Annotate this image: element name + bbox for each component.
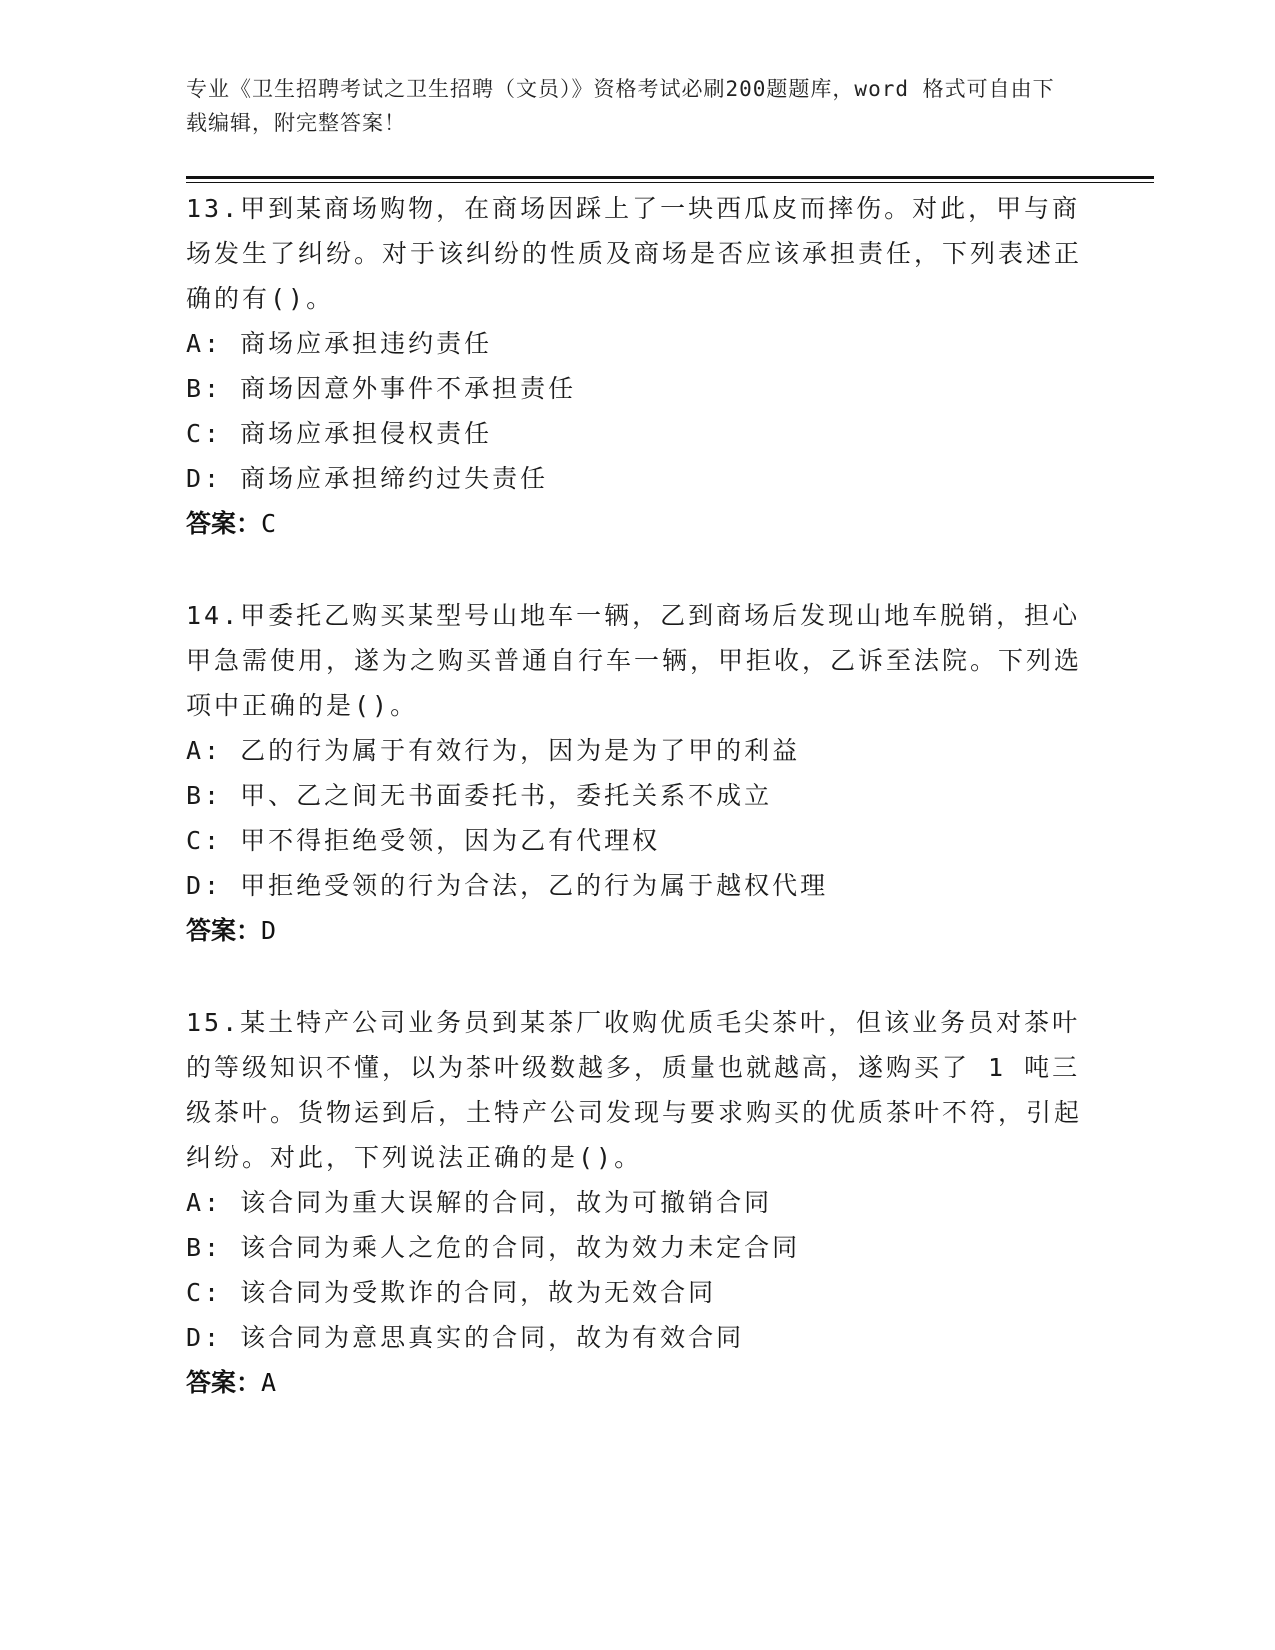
option-b: B: 甲、乙之间无书面委托书，委托关系不成立 <box>186 781 773 810</box>
option-b: B: 商场因意外事件不承担责任 <box>186 374 577 403</box>
question-15 <box>186 1000 1086 1405</box>
option-a: A: 商场应承担违约责任 <box>186 329 493 358</box>
answer-value: C <box>261 509 277 538</box>
document-header: 专业《卫生招聘考试之卫生招聘（文员）》资格考试必刷200题题库，word 格式可自由下载编辑，附完整答案！ <box>186 77 1055 135</box>
answer-label: 答案： <box>186 1368 262 1397</box>
answer-value: D <box>261 916 277 945</box>
option-c: C: 甲不得拒绝受领，因为乙有代理权 <box>186 826 661 855</box>
option-a: A: 该合同为重大误解的合同，故为可撤销合同 <box>186 1188 773 1217</box>
header-rule-thin <box>186 182 1154 183</box>
option-c: C: 该合同为受欺诈的合同，故为无效合同 <box>186 1278 717 1307</box>
option-b: B: 该合同为乘人之危的合同，故为效力未定合同 <box>186 1233 801 1262</box>
option-c: C: 商场应承担侵权责任 <box>186 419 493 448</box>
answer-label: 答案： <box>186 509 262 538</box>
option-d: D: 商场应承担缔约过失责任 <box>186 464 549 493</box>
question-stem: 15.某土特产公司业务员到某茶厂收购优质毛尖茶叶，但该业务员对茶叶的等级知识不懂，以为茶叶级数越多，质量也就越高，遂购买了 1 吨三级茶叶。货物运到后，土特产公司发现与要求购买的优质茶叶不符，引起纠纷。对此，下列说法正确的是()。 <box>186 1008 1083 1172</box>
header-rule-thick <box>186 176 1154 179</box>
answer-label: 答案： <box>186 916 262 945</box>
answer-line <box>186 501 1086 546</box>
answer-line <box>186 908 1086 953</box>
question-13 <box>186 186 1086 546</box>
answer-value: A <box>261 1368 277 1397</box>
option-d: D: 该合同为意思真实的合同，故为有效合同 <box>186 1323 745 1352</box>
option-a: A: 乙的行为属于有效行为，因为是为了甲的利益 <box>186 736 801 765</box>
question-list <box>186 186 1086 1452</box>
question-stem: 14.甲委托乙购买某型号山地车一辆，乙到商场后发现山地车脱销，担心甲急需使用，遂为之购买普通自行车一辆，甲拒收，乙诉至法院。下列选项中正确的是()。 <box>186 601 1083 720</box>
answer-line <box>186 1360 1086 1405</box>
question-stem: 13.甲到某商场购物，在商场因踩上了一块西瓜皮而摔伤。对此，甲与商场发生了纠纷。对于该纠纷的性质及商场是否应该承担责任，下列表述正确的有()。 <box>186 194 1083 313</box>
option-d: D: 甲拒绝受领的行为合法，乙的行为属于越权代理 <box>186 871 829 900</box>
question-14 <box>186 593 1086 953</box>
